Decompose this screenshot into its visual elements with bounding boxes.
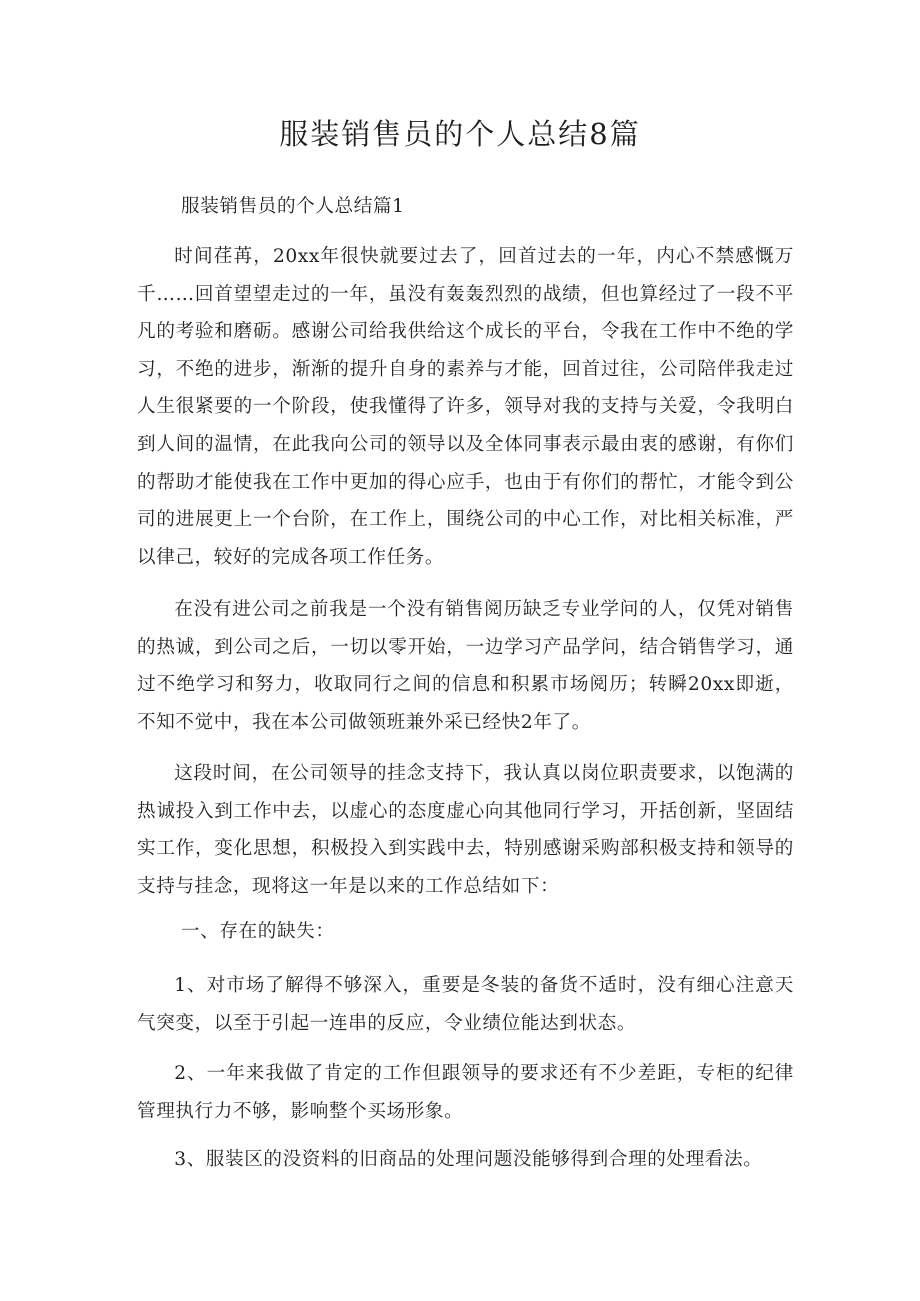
document-title: 服装销售员的个人总结8篇 (279, 117, 641, 151)
list-item-3: 3、服装区的没资料的旧商品的处理问题没能够得到合理的处理看法。 (174, 1149, 763, 1170)
paragraph-summary-lead: 这段时间，在公司领导的挂念支持下，我认真以岗位职责要求，以饱满的热诚投入到工作中去，以虚心的态度虚心向其他同行学习，开括创新，坚固结实工作，变化思想，积极投入到实践中去，特别感谢采购部积极支持和领导的支持与挂念，现将这一年是以来的工作总结如下： (137, 763, 794, 897)
list-heading-shortcomings: 一、存在的缺失： (181, 921, 335, 942)
list-item-2: 2、一年来我做了肯定的工作但跟领导的要求还有不少差距，专柜的纪律管理执行力不够，影响整个买场形象。 (137, 1063, 794, 1122)
section-heading: 服装销售员的个人总结篇1 (181, 196, 405, 217)
paragraph-intro: 时间荏苒，20xx年很快就要过去了，回首过去的一年，内心不禁感慨万千……回首望望走过的一年，虽没有轰轰烈烈的战绩，但也算经过了一段不平凡的考验和磨砺。感谢公司给我供给这个成长的平台，令我在工作中不绝的学习，不绝的进步，渐渐的提升自身的素养与才能，回首过往，公司陪伴我走过人生很紧要的一个阶段，使我懂得了许多，领导对我的支持与关爱，令我明白到人间的温情，在此我向公司的领导以及全体同事表示最由衷的感谢，有你们的帮助才能使我在工作中更加的得心应手，也由于有你们的帮忙，才能令到公司的进展更上一个台阶，在工作上，围绕公司的中心工作，对比相关标准，严以律己，较好的完成各项工作任务。 (137, 246, 794, 568)
paragraph-background: 在没有进公司之前我是一个没有销售阅历缺乏专业学问的人，仅凭对销售的热诚，到公司之后，一切以零开始，一边学习产品学问，结合销售学习，通过不绝学习和努力，收取同行之间的信息和积累市场阅历；转瞬20xx即逝，不知不觉中，我在本公司做领班兼外采已经快2年了。 (137, 599, 794, 733)
list-item-1: 1、对市场了解得不够深入，重要是冬装的备货不适时，没有细心注意天气突变，以至于引起一连串的反应，令业绩位能达到状态。 (137, 975, 794, 1034)
